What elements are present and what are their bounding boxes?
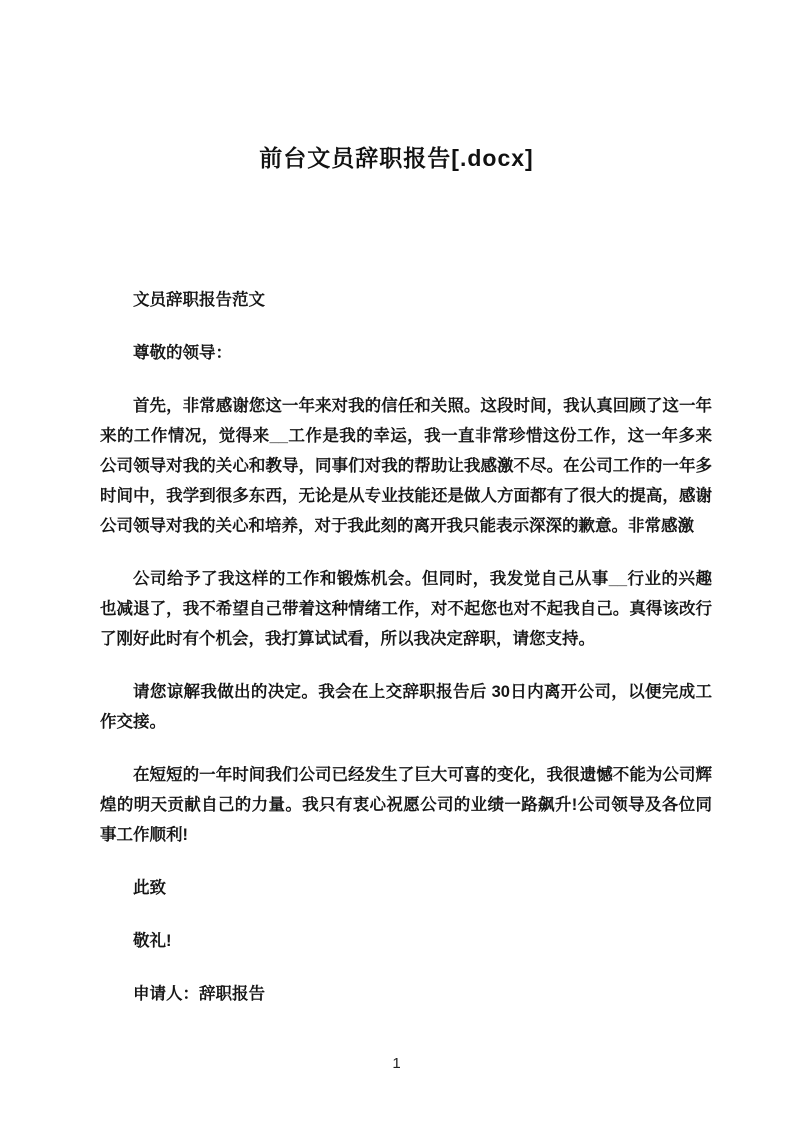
document-title: 前台文员辞职报告[.docx]: [259, 145, 534, 171]
body-paragraph-2: 公司给予了我这样的工作和锻炼机会。但同时，我发觉自己从事__行业的兴趣也减退了，我不希望自己带着这种情绪工作，对不起您也对不起我自己。真得该改行了刚好此时有个机会，我打算试试看，所以我决定辞职，请您支持。: [100, 570, 712, 648]
body-paragraph-4: 在短短的一年时间我们公司已经发生了巨大可喜的变化，我很遗憾不能为公司辉煌的明天贡献自己的力量。我只有衷心祝愿公司的业绩一路飙升!公司领导及各位同事工作顺利!: [100, 766, 712, 844]
body-paragraph-3: 请您谅解我做出的决定。我会在上交辞职报告后 30日内离开公司，以便完成工作交接。: [100, 683, 712, 731]
body-paragraph-1: 首先，非常感谢您这一年来对我的信任和关照。这段时间，我认真回顾了这一年来的工作情况，觉得来__工作是我的幸运，我一直非常珍惜这份工作，这一年多来公司领导对我的关心和教导，同事们对我的帮助让我感激不尽。在公司工作的一年多时间中，我学到很多东西，无论是从专业技能还是做人方面都有了很大的提高，感谢公司领导对我的关心和培养，对于我此刻的离开我只能表示深深的歉意。非常感激: [100, 397, 712, 535]
document-body: [100, 285, 712, 1009]
paragraph-salutation: 尊敬的领导：: [133, 344, 232, 362]
closing-jingli: 敬礼!: [133, 932, 172, 950]
signature-line: 申请人：辞职报告: [133, 985, 265, 1003]
closing-cizhi: 此致: [133, 879, 166, 897]
page-number: 1: [392, 1055, 401, 1072]
paragraph-subtitle: 文员辞职报告范文: [133, 291, 265, 309]
